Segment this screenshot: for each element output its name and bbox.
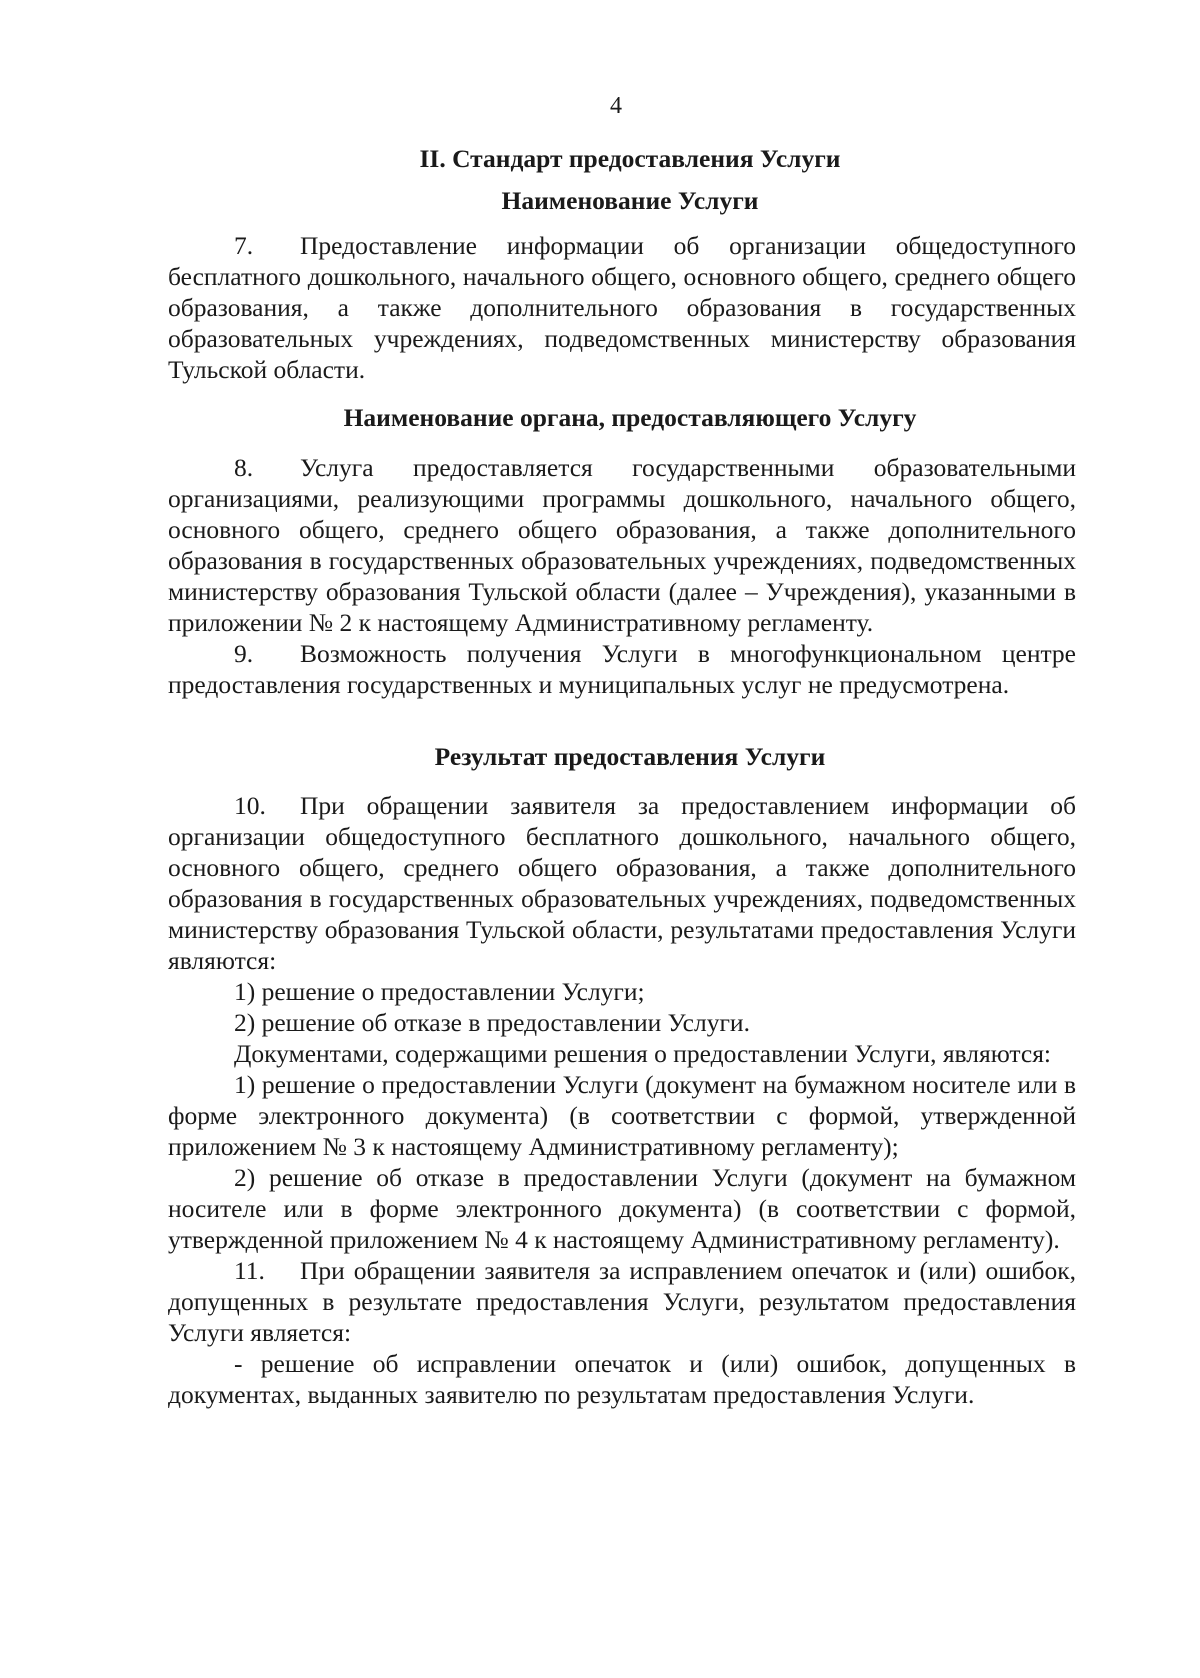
correction-item: - решение об исправлении опечаток и (или) ошибок, допущенных в документах, выданных заявителю по результатам предоставления Услуги. [168, 1349, 1076, 1409]
paragraph-number: 8. [234, 453, 254, 482]
paragraph-text: Услуга предоставляется государственными образовательными организациями, реализующими программы дошкольного, начального общего, основного общего, среднего общего образования, а также дополнительного образования в государственных образовательных учреждениях, подведомственных министерству образования Тульской области (далее – Учреждения), указанными в приложении № 2 к настоящему Административному регламенту. [168, 453, 1076, 637]
result-item-2: 2) решение об отказе в предоставлении Услуги. [234, 1008, 750, 1037]
paragraph-number: 9. [234, 639, 254, 668]
paragraph-7 [168, 230, 1076, 385]
paragraph-number: 7. [234, 231, 254, 260]
service-name-block [168, 230, 1076, 385]
paragraph-text: При обращении заявителя за предоставлением информации об организации общедоступного бесплатного дошкольного, начального общего, основного общего, среднего общего образования, а также дополнительного образования в государственных образовательных учреждениях, подведомственных министерству образования Тульской области, результатами предоставления Услуги являются: [168, 791, 1076, 975]
paragraph-text: Возможность получения Услуги в многофункциональном центре предоставления государственных и муниципальных услуг не предусмотрена. [168, 639, 1076, 699]
paragraph-9 [168, 638, 1076, 700]
document-item-1: 1) решение о предоставлении Услуги (документ на бумажном носителе или в форме электронного документа) (в соответствии с формой, утвержденной приложением № 3 к настоящему Административному регламенту); [168, 1070, 1076, 1161]
paragraph-number: 11. [234, 1256, 265, 1285]
section-title: II. Стандарт предоставления Услуги [419, 144, 841, 173]
paragraph-8 [168, 452, 1076, 638]
paragraph-text: Предоставление информации об организации общедоступного бесплатного дошкольного, начального общего, основного общего, среднего общего образования, а также дополнительного образования в государственных образовательных учреждениях, подведомственных министерству образования Тульской области. [168, 231, 1076, 384]
documents-intro: Документами, содержащими решения о предоставлении Услуги, являются: [234, 1039, 1052, 1068]
heading-service-name: Наименование Услуги [501, 186, 759, 215]
document-item-2: 2) решение об отказе в предоставлении Услуги (документ на бумажном носителе или в форме электронного документа) (в соответствии с формой, утвержденной приложением № 4 к настоящему Административному регламенту). [168, 1163, 1076, 1254]
paragraph-10 [168, 790, 1076, 976]
paragraph-text: При обращении заявителя за исправлением опечаток и (или) ошибок, допущенных в результате предоставления Услуги, результатом предоставления Услуги является: [168, 1256, 1076, 1347]
heading-provider: Наименование органа, предоставляющего Услугу [343, 403, 917, 432]
heading-result: Результат предоставления Услуги [434, 742, 826, 771]
page-number: 4 [610, 93, 622, 119]
result-item-1: 1) решение о предоставлении Услуги; [234, 977, 645, 1006]
paragraph-number: 10. [234, 791, 266, 820]
result-block [168, 790, 1076, 1410]
paragraph-11 [168, 1255, 1076, 1348]
provider-block [168, 452, 1076, 700]
